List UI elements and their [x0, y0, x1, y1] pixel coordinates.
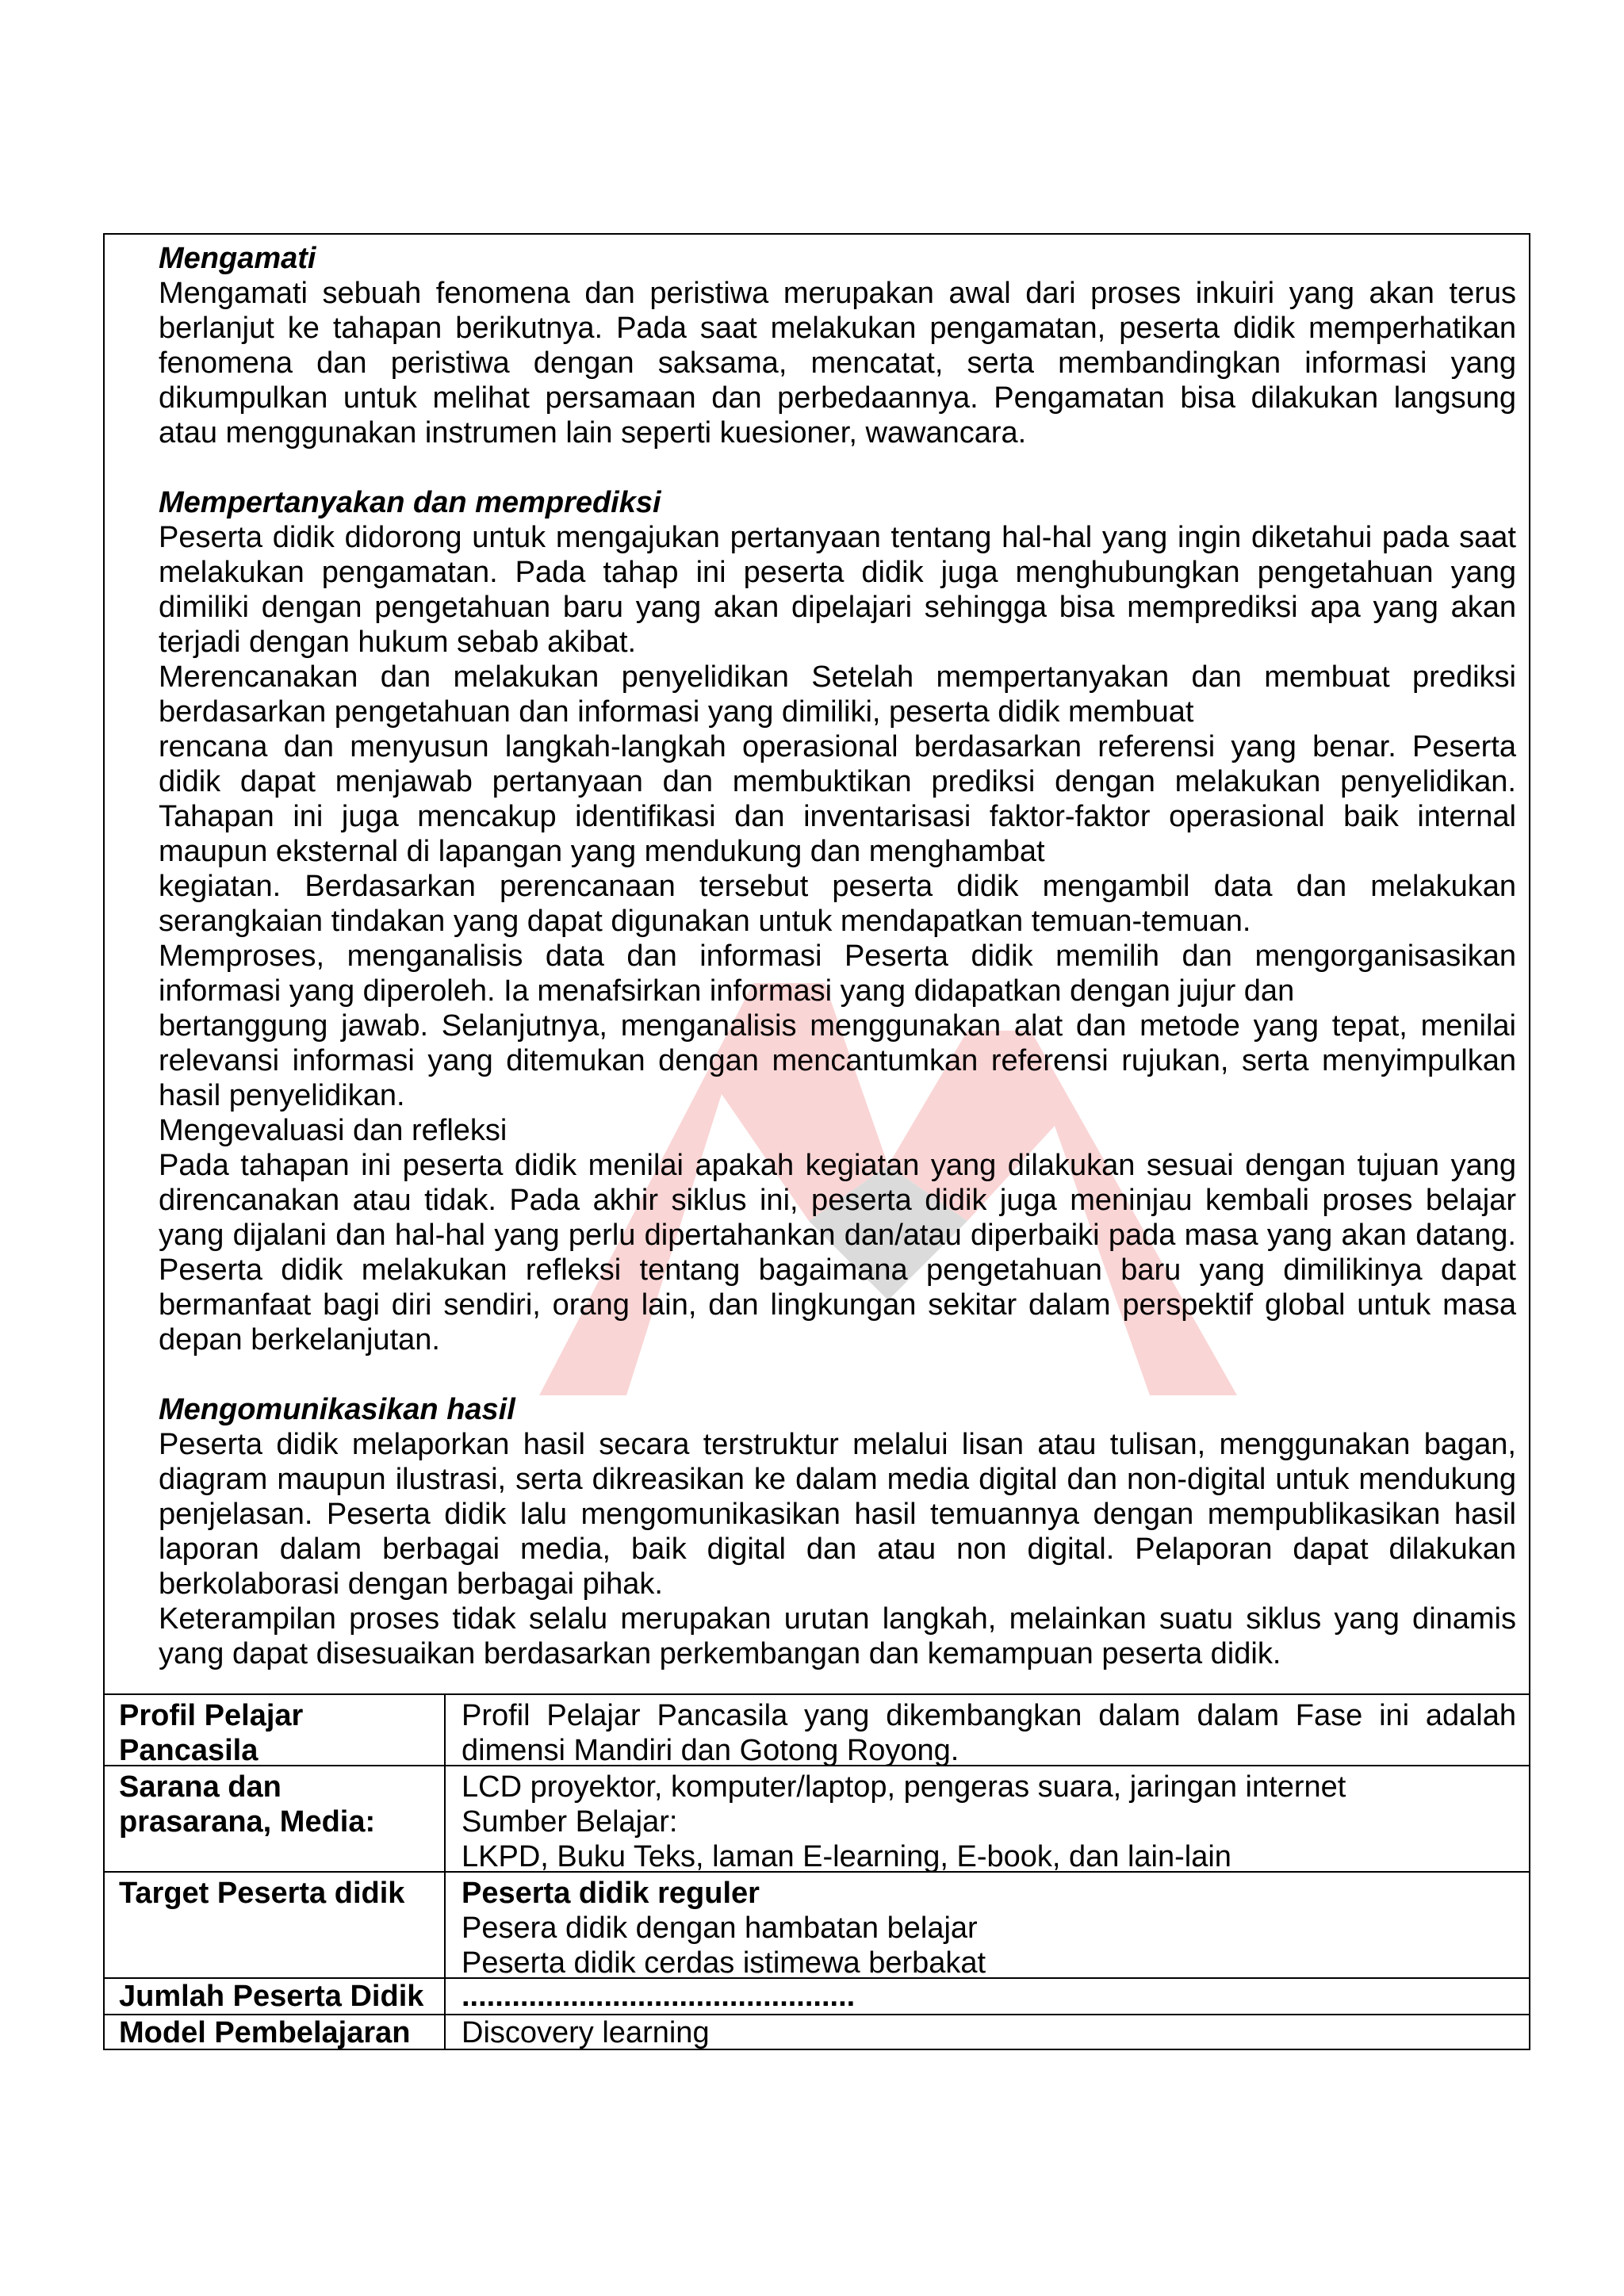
process-description-cell: [105, 235, 1529, 1695]
value-target-1: Peserta didik reguler: [462, 1877, 760, 1910]
value-target-3: Peserta didik cerdas istimewa berbakat: [462, 1946, 986, 1980]
paragraph-mempertanyakan-1: Peserta didik didorong untuk mengajukan pertanyaan tentang hal-hal yang ingin diketahui pada saat melakukan pengamatan. Pada tahap ini peserta didik juga menghubungkan pengetahuan yang dimiliki dengan pengetahuan baru yang akan dipelajari sehingga bisa memprediksi apa yang akan terjadi dengan hukum sebab akibat.: [159, 521, 1516, 659]
value-target-2: Pesera didik dengan hambatan belajar: [462, 1911, 978, 1945]
table-row: [105, 1766, 1529, 1873]
table-row: [105, 1979, 1529, 2015]
label-sarana: Sarana dan prasarana, Media:: [119, 1770, 376, 1839]
value-sarana-1: LCD proyektor, komputer/laptop, pengeras suara, jaringan internet: [462, 1770, 1346, 1804]
value-profil: Profil Pelajar Pancasila yang dikembangkan dalam dalam Fase ini adalah dimensi Mandiri dan Gotong Royong.: [462, 1699, 1516, 1767]
heading-mengomunikasikan: Mengomunikasikan hasil: [159, 1393, 515, 1426]
paragraph-mempertanyakan-7: Mengevaluasi dan refleksi: [159, 1114, 508, 1147]
paragraph-mempertanyakan-5: Memproses, menganalisis data dan informasi Peserta didik memilih dan mengorganisasikan informasi yang diperoleh. Ia menafsirkan informasi yang didapatkan dengan jujur dan: [159, 939, 1516, 1008]
paragraph-mengomunikasikan-1: Peserta didik melaporkan hasil secara terstruktur melalui lisan atau tulisan, menggunakan bagan, diagram maupun ilustrasi, serta dikreasikan ke dalam media digital dan non-digital untuk mendukung penjelasan. Peserta didik lalu mengomunikasikan hasil temuannya dengan mempublikasikan hasil laporan dalam berbagai media, baik digital dan atau non digital. Pelaporan dapat dilakukan berkolaborasi dengan berbagai pihak.: [159, 1428, 1516, 1601]
document-table: [103, 233, 1530, 2050]
table-row: [105, 2015, 1529, 2050]
paragraph-mempertanyakan-8: Pada tahapan ini peserta didik menilai apakah kegiatan yang dilakukan sesuai dengan tujuan yang direncanakan atau tidak. Pada akhir siklus ini, peserta didik juga meninjau kembali proses belajar yang dijalani dan hal-hal yang perlu dipertahankan dan/atau diperbaiki pada masa yang akan datang. Peserta didik melakukan refleksi tentang bagaimana pengetahuan baru yang dimilikinya dapat bermanfaat bagi diri sendiri, orang lain, dan lingkungan sekitar dalam perspektif global untuk masa depan berkelanjutan.: [159, 1149, 1516, 1357]
value-sarana-2: Sumber Belajar:: [462, 1805, 678, 1839]
paragraph-mempertanyakan-4: kegiatan. Berdasarkan perencanaan tersebut peserta didik mengambil data dan melakukan serangkaian tindakan yang dapat digunakan untuk mendapatkan temuan-temuan.: [159, 870, 1516, 938]
label-target: Target Peserta didik: [119, 1877, 405, 1910]
paragraph-mempertanyakan-6: bertanggung jawab. Selanjutnya, menganalisis menggunakan alat dan metode yang tepat, menilai relevansi informasi yang ditemukan dengan mencantumkan referensi rujukan, serta menyimpulkan hasil penyelidikan.: [159, 1009, 1516, 1112]
label-model: Model Pembelajaran: [119, 2016, 411, 2049]
table-row: [105, 1695, 1529, 1766]
value-jumlah: ...............................................: [462, 1980, 856, 2013]
heading-mengamati: Mengamati: [159, 242, 316, 275]
info-table: [105, 1695, 1529, 2050]
heading-mempertanyakan: Mempertanyakan dan memprediksi: [159, 486, 661, 519]
value-model: Discovery learning: [462, 2016, 710, 2049]
paragraph-mengomunikasikan-2: Keterampilan proses tidak selalu merupakan urutan langkah, melainkan suatu siklus yang dinamis yang dapat disesuaikan berdasarkan perkembangan dan kemampuan peserta didik.: [159, 1602, 1516, 1670]
value-sarana-3: LKPD, Buku Teks, laman E-learning, E-book, dan lain-lain: [462, 1840, 1231, 1873]
label-profil: Profil Pelajar Pancasila: [119, 1699, 304, 1767]
table-row: [105, 1873, 1529, 1979]
label-jumlah: Jumlah Peserta Didik: [119, 1980, 424, 2013]
paragraph-mempertanyakan-3: rencana dan menyusun langkah-langkah operasional berdasarkan referensi yang benar. Peserta didik dapat menjawab pertanyaan dan membuktikan prediksi dengan melakukan penyelidikan. Tahapan ini juga mencakup identifikasi dan inventarisasi faktor-faktor operasional baik internal maupun eksternal di lapangan yang mendukung dan menghambat: [159, 730, 1516, 868]
paragraph-mempertanyakan-2: Merencanakan dan melakukan penyelidikan Setelah mempertanyakan dan membuat prediksi berdasarkan pengetahuan dan informasi yang dimiliki, peserta didik membuat: [159, 660, 1516, 729]
paragraph-mengamati: Mengamati sebuah fenomena dan peristiwa merupakan awal dari proses inkuiri yang akan terus berlanjut ke tahapan berikutnya. Pada saat melakukan pengamatan, peserta didik memperhatikan fenomena dan peristiwa dengan saksama, mencatat, serta membandingkan informasi yang dikumpulkan untuk melihat persamaan dan perbedaannya. Pengamatan bisa dilakukan langsung atau menggunakan instrumen lain seperti kuesioner, wawancara.: [159, 277, 1516, 450]
